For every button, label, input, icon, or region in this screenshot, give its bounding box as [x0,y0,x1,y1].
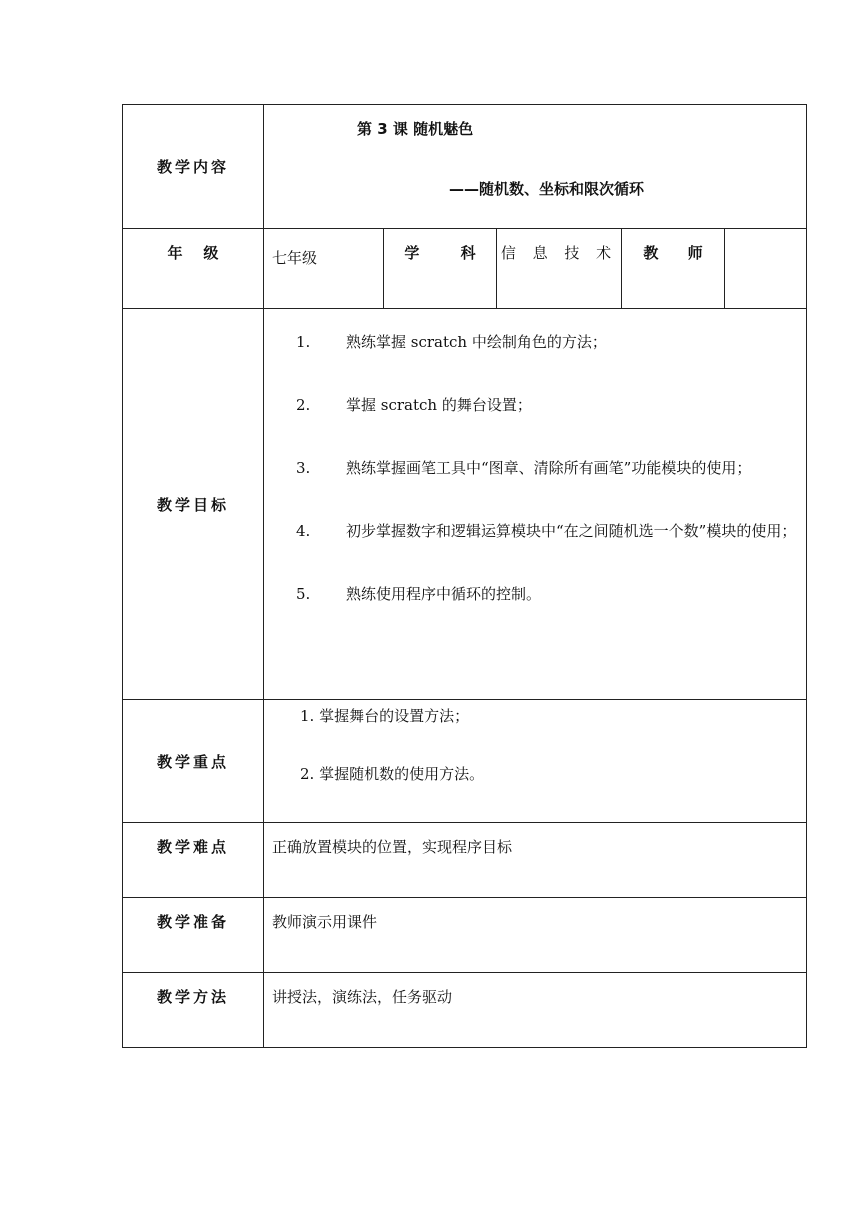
goal-text: 初步掌握数字和逻辑运算模块中“在之间随机选一个数”模块的使用； [346,522,797,540]
goals-list [264,321,806,636]
goal-item [264,321,806,363]
prep-row [123,898,807,973]
goal-item [264,573,806,615]
prep-value: 教师演示用课件 [264,898,807,973]
goal-text: 掌握 scratch 的舞台设置； [346,396,532,414]
lesson-title: 第 3 课 随机魅色 [357,120,474,138]
goal-text: 熟练使用程序中循环的控制。 [346,585,542,603]
subject-value: 信 息 技 术 [497,229,622,309]
goal-number: 2. [296,396,311,414]
difficulty-value: 正确放置模块的位置，实现程序目标 [264,823,807,898]
goal-item [264,510,806,552]
key-point: 2. 掌握随机数的使用方法。 [300,765,485,783]
goal-number: 3. [296,459,311,477]
lesson-subtitle: ——随机数、坐标和限次循环 [449,180,645,198]
goal-item [264,384,806,426]
grade-row [123,229,807,309]
content-label: 教学内容 [123,105,264,229]
keys-label: 教学重点 [123,700,264,823]
difficulty-row [123,823,807,898]
lesson-plan-table [122,104,807,1048]
subject-label: 学 科 [384,229,497,309]
method-row [123,973,807,1048]
teacher-value [725,229,807,309]
grade-value: 七年级 [264,229,384,309]
goal-text: 熟练掌握画笔工具中“图章、清除所有画笔”功能模块的使用； [346,459,752,477]
goals-label: 教学目标 [123,309,264,700]
goals-cell [264,309,807,700]
keys-list [300,704,484,820]
prep-label: 教学准备 [123,898,264,973]
goal-text: 熟练掌握 scratch 中绘制角色的方法； [346,333,607,351]
goal-number: 5. [296,585,311,603]
content-cell [264,105,807,229]
method-value: 讲授法，演练法，任务驱动 [264,973,807,1048]
grade-label: 年 级 [123,229,264,309]
difficulty-label: 教学难点 [123,823,264,898]
key-point: 1. 掌握舞台的设置方法； [300,707,470,725]
goals-row [123,309,807,700]
keys-row [123,700,807,823]
goal-number: 4. [296,522,311,540]
keys-cell [264,700,807,823]
content-row [123,105,807,229]
method-label: 教学方法 [123,973,264,1048]
teacher-label: 教 师 [622,229,725,309]
goal-number: 1. [296,333,311,351]
goal-item [264,447,806,489]
